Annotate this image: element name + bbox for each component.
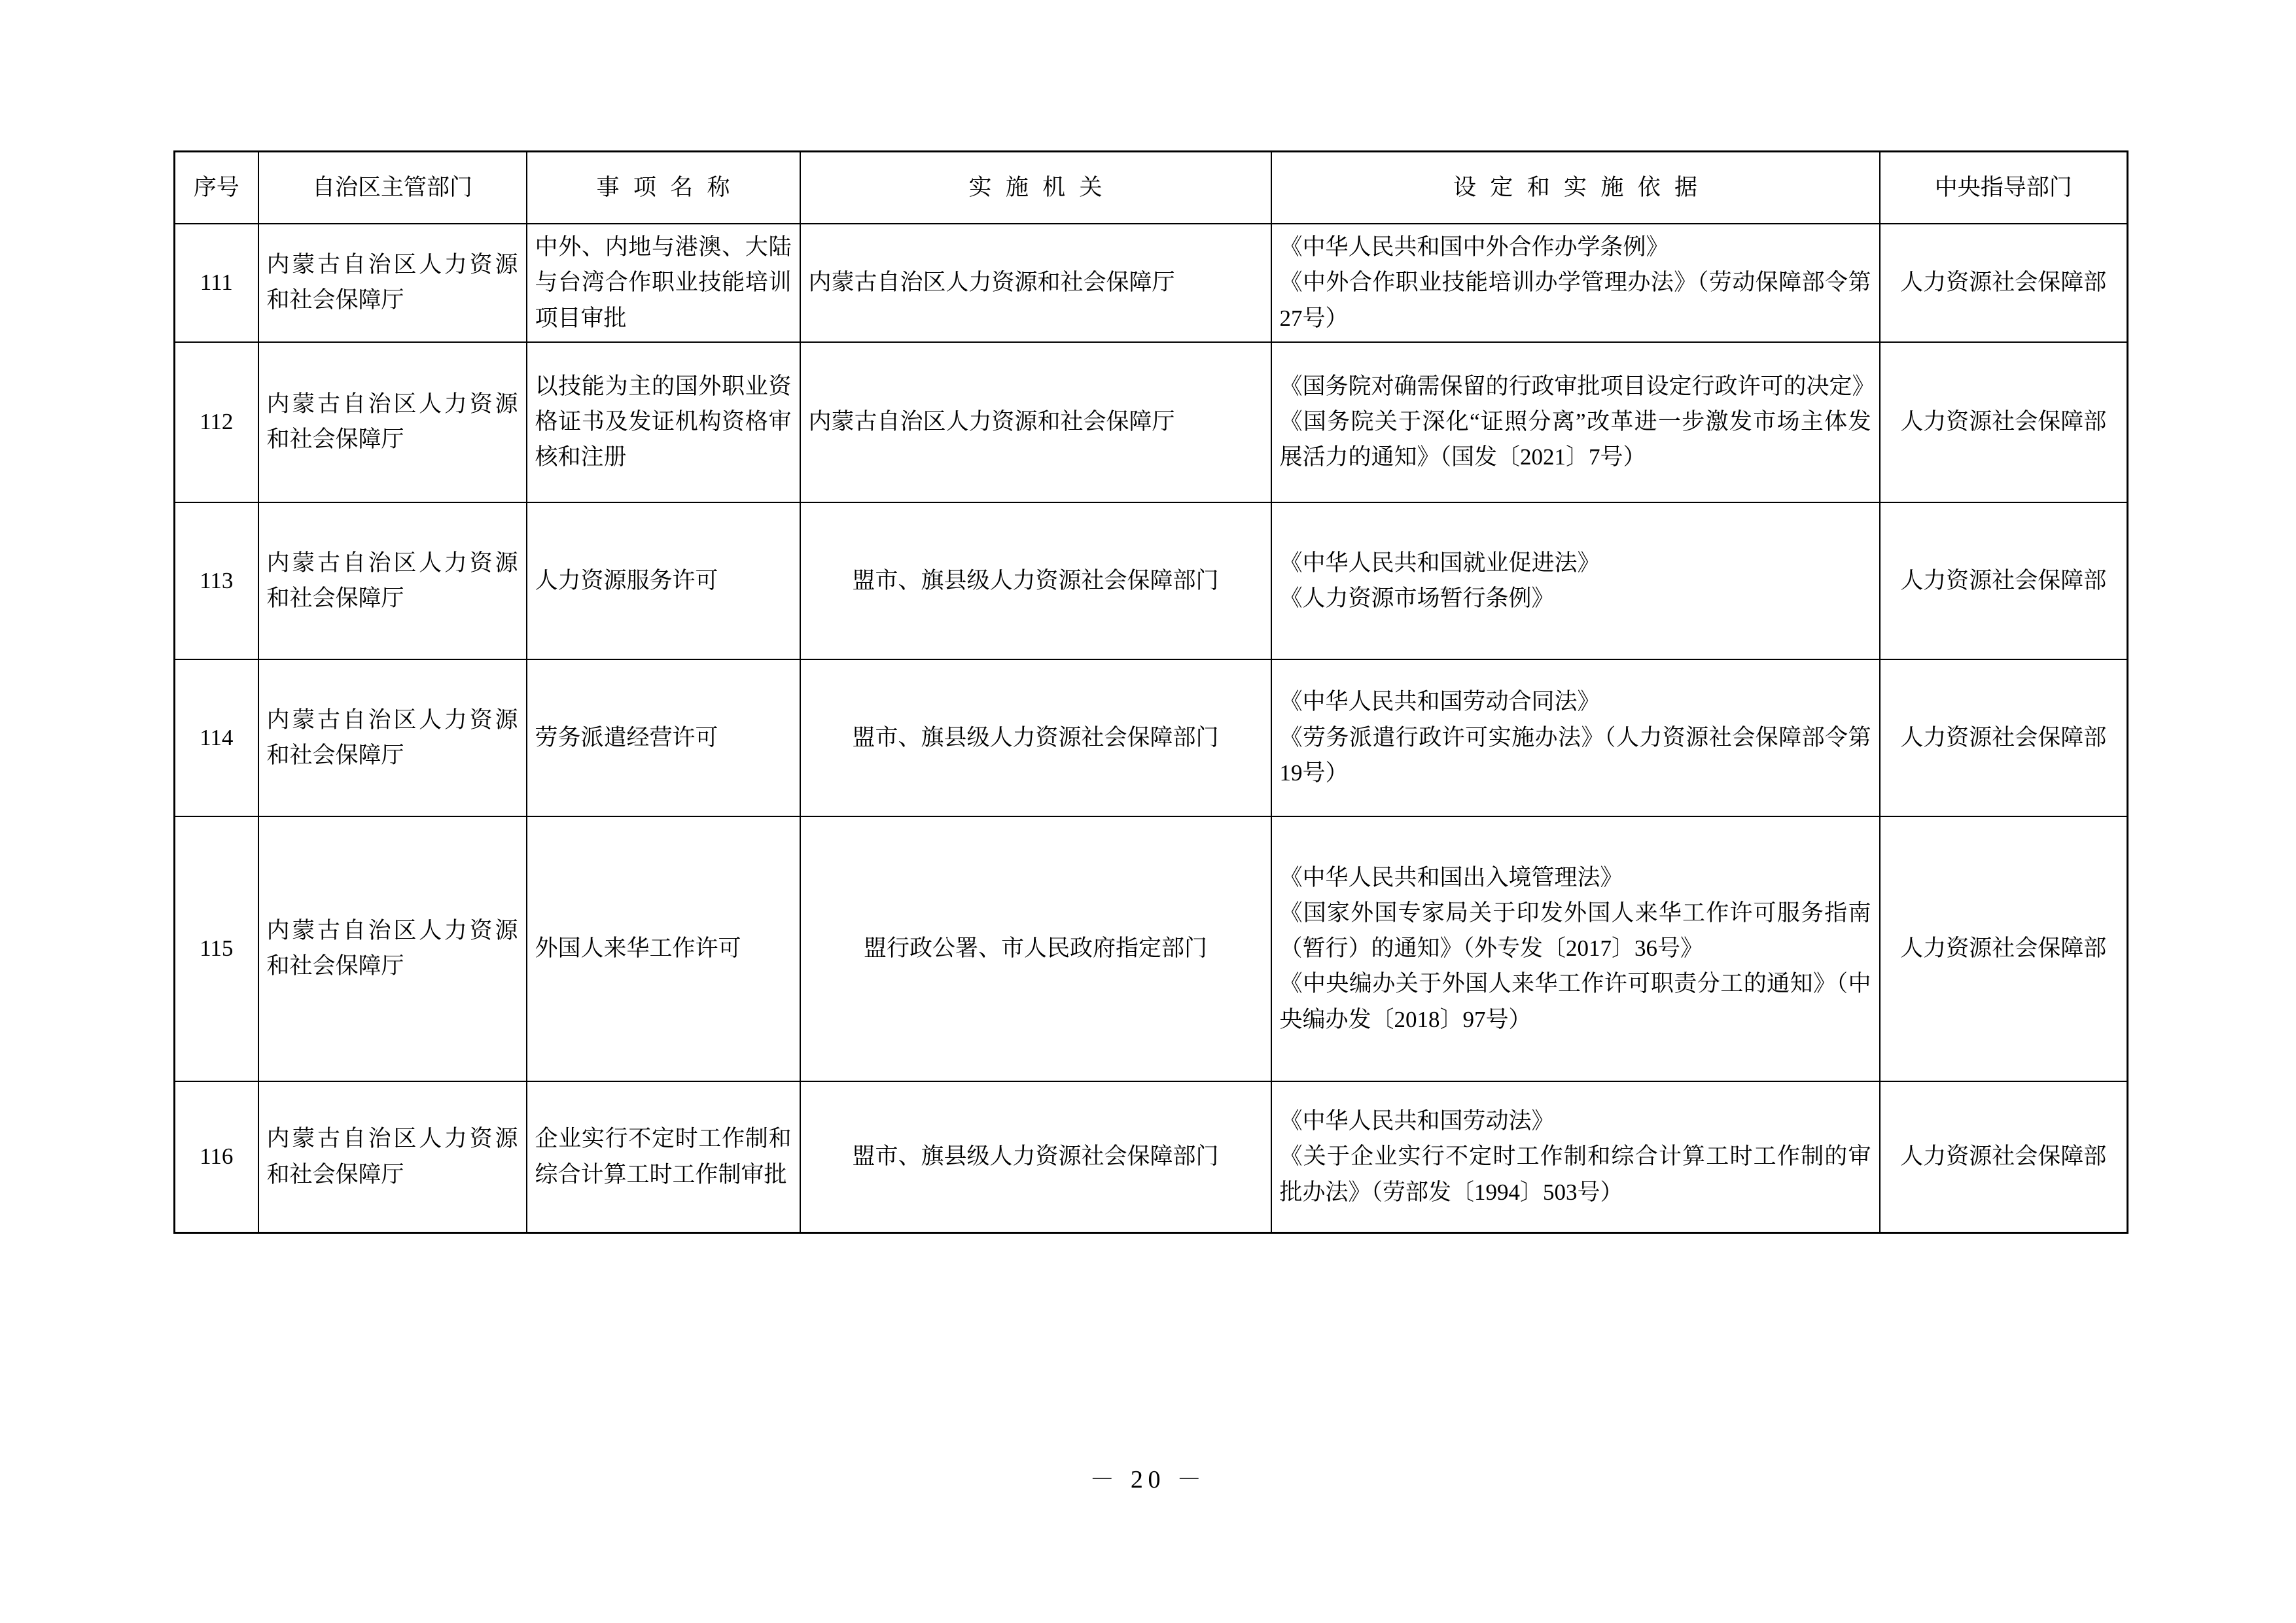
header-dept: 自治区主管部门 [258,152,527,224]
cell-basis: 《中华人民共和国劳动法》 《关于企业实行不定时工作制和综合计算工时工作制的审批办法》（劳部发〔1994〕503号） [1271,1081,1880,1233]
table-row [175,342,2128,502]
cell-no: 112 [175,342,258,502]
cell-basis: 《国务院对确需保留的行政审批项目设定行政许可的决定》 《国务院关于深化“证照分离”改革进一步激发市场主体发展活力的通知》（国发〔2021〕7号） [1271,342,1880,502]
cell-no: 116 [175,1081,258,1233]
cell-organ: 盟市、旗县级人力资源社会保障部门 [800,502,1271,659]
cell-central: 人力资源社会保障部 [1880,1081,2128,1233]
header-no: 序号 [175,152,258,224]
cell-organ: 盟市、旗县级人力资源社会保障部门 [800,659,1271,816]
cell-dept: 内蒙古自治区人力资源和社会保障厅 [258,659,527,816]
cell-dept: 内蒙古自治区人力资源和社会保障厅 [258,502,527,659]
cell-basis: 《中华人民共和国出入境管理法》 《国家外国专家局关于印发外国人来华工作许可服务指南（暂行）的通知》（外专发〔2017〕36号》 《中央编办关于外国人来华工作许可职责分工的通知》（中央编办发〔2018〕97号） [1271,816,1880,1081]
cell-dept: 内蒙古自治区人力资源和社会保障厅 [258,224,527,342]
page-number: － 20 － [1089,1466,1207,1493]
cell-central: 人力资源社会保障部 [1880,659,2128,816]
cell-item: 企业实行不定时工作制和综合计算工时工作制审批 [527,1081,800,1233]
cell-item: 中外、内地与港澳、大陆与台湾合作职业技能培训项目审批 [527,224,800,342]
table-row [175,224,2128,342]
cell-organ: 内蒙古自治区人力资源和社会保障厅 [800,342,1271,502]
cell-organ: 盟行政公署、市人民政府指定部门 [800,816,1271,1081]
header-central: 中央指导部门 [1880,152,2128,224]
cell-basis: 《中华人民共和国劳动合同法》 《劳务派遣行政许可实施办法》（人力资源社会保障部令第19号） [1271,659,1880,816]
cell-item: 以技能为主的国外职业资格证书及发证机构资格审核和注册 [527,342,800,502]
header-organ: 实 施 机 关 [800,152,1271,224]
cell-dept: 内蒙古自治区人力资源和社会保障厅 [258,816,527,1081]
cell-dept: 内蒙古自治区人力资源和社会保障厅 [258,1081,527,1233]
header-item: 事 项 名 称 [527,152,800,224]
table-row [175,659,2128,816]
cell-no: 115 [175,816,258,1081]
cell-central: 人力资源社会保障部 [1880,816,2128,1081]
table-row [175,1081,2128,1233]
cell-basis: 《中华人民共和国中外合作办学条例》 《中外合作职业技能培训办学管理办法》（劳动保障部令第27号） [1271,224,1880,342]
cell-central: 人力资源社会保障部 [1880,224,2128,342]
administrative-items-table [173,150,2128,1234]
cell-basis: 《中华人民共和国就业促进法》 《人力资源市场暂行条例》 [1271,502,1880,659]
cell-central: 人力资源社会保障部 [1880,502,2128,659]
table-header-row [175,152,2128,224]
cell-no: 114 [175,659,258,816]
cell-item: 人力资源服务许可 [527,502,800,659]
cell-item: 劳务派遣经营许可 [527,659,800,816]
table-row [175,816,2128,1081]
cell-item: 外国人来华工作许可 [527,816,800,1081]
table-body [175,224,2128,1233]
cell-no: 111 [175,224,258,342]
cell-no: 113 [175,502,258,659]
table-row [175,502,2128,659]
cell-organ: 内蒙古自治区人力资源和社会保障厅 [800,224,1271,342]
cell-organ: 盟市、旗县级人力资源社会保障部门 [800,1081,1271,1233]
cell-central: 人力资源社会保障部 [1880,342,2128,502]
header-basis: 设 定 和 实 施 依 据 [1271,152,1880,224]
cell-dept: 内蒙古自治区人力资源和社会保障厅 [258,342,527,502]
